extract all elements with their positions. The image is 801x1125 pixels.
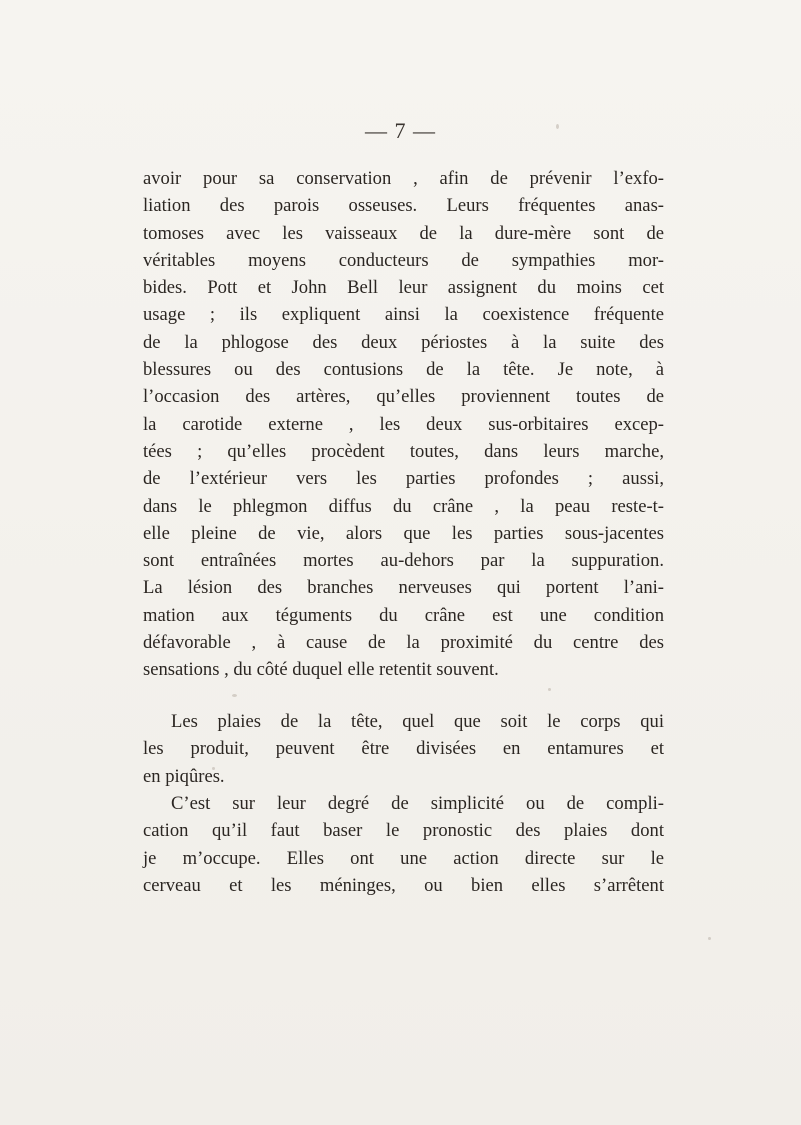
- paragraph-plaies: [143, 708, 664, 790]
- text-line: tomoses avec les vaisseaux de la dure-mère sont de: [143, 222, 664, 244]
- text-line: liation des parois osseuses. Leurs fréquentes anas-: [143, 195, 664, 217]
- text-line: défavorable , à cause de la proximité du centre des: [143, 632, 664, 654]
- text-line: sensations , du côté duquel elle retentit souvent.: [143, 659, 499, 681]
- text-line: C’est sur leur degré de simplicité ou de compli-: [171, 793, 664, 814]
- text-line: mation aux téguments du crâne est une condition: [143, 604, 664, 626]
- text-line: de la phlogose des deux périostes à la suite des: [143, 331, 664, 353]
- text-line: tées ; qu’elles procèdent toutes, dans leurs marche,: [143, 440, 664, 462]
- paragraph-pronostic: [143, 790, 664, 899]
- text-line: La lésion des branches nerveuses qui portent l’ani-: [143, 577, 664, 599]
- paper-speck: [708, 937, 711, 940]
- text-line: de l’extérieur vers les parties profondes ; aussi,: [143, 468, 664, 490]
- text-line: je m’occupe. Elles ont une action directe sur le: [143, 847, 664, 869]
- text-line: dans le phlegmon diffus du crâne , la peau reste-t-: [143, 495, 664, 517]
- text-line: en piqûres.: [143, 765, 225, 787]
- text-line: elle pleine de vie, alors que les parties sous-jacentes: [143, 522, 664, 544]
- text-line: cerveau et les méninges, ou bien elles s’arrêtent: [143, 874, 664, 896]
- text-line: l’occasion des artères, qu’elles proviennent toutes de: [143, 386, 664, 408]
- text-line: cation qu’il faut baser le pronostic des plaies dont: [143, 820, 664, 842]
- paper-speck: [232, 694, 237, 697]
- text-line: usage ; ils expliquent ainsi la coexistence fréquente: [143, 304, 664, 326]
- text-line: Les plaies de la tête, quel que soit le corps qui: [171, 711, 664, 732]
- text-line: bides. Pott et John Bell leur assignent du moins cet: [143, 277, 664, 299]
- text-line: avoir pour sa conservation , afin de prévenir l’exfo-: [143, 168, 664, 189]
- paragraph-continuation: [143, 165, 664, 684]
- text-line: la carotide externe , les deux sus-orbitaires excep-: [143, 413, 664, 435]
- text-line: sont entraînées mortes au-dehors par la suppuration.: [143, 550, 664, 572]
- paper-speck: [548, 688, 551, 691]
- text-line: blessures ou des contusions de la tête. Je note, à: [143, 359, 664, 381]
- page-number: — 7 —: [365, 118, 436, 143]
- text-line: les produit, peuvent être divisées en entamures et: [143, 738, 664, 760]
- text-line: véritables moyens conducteurs de sympathies mor-: [143, 249, 664, 271]
